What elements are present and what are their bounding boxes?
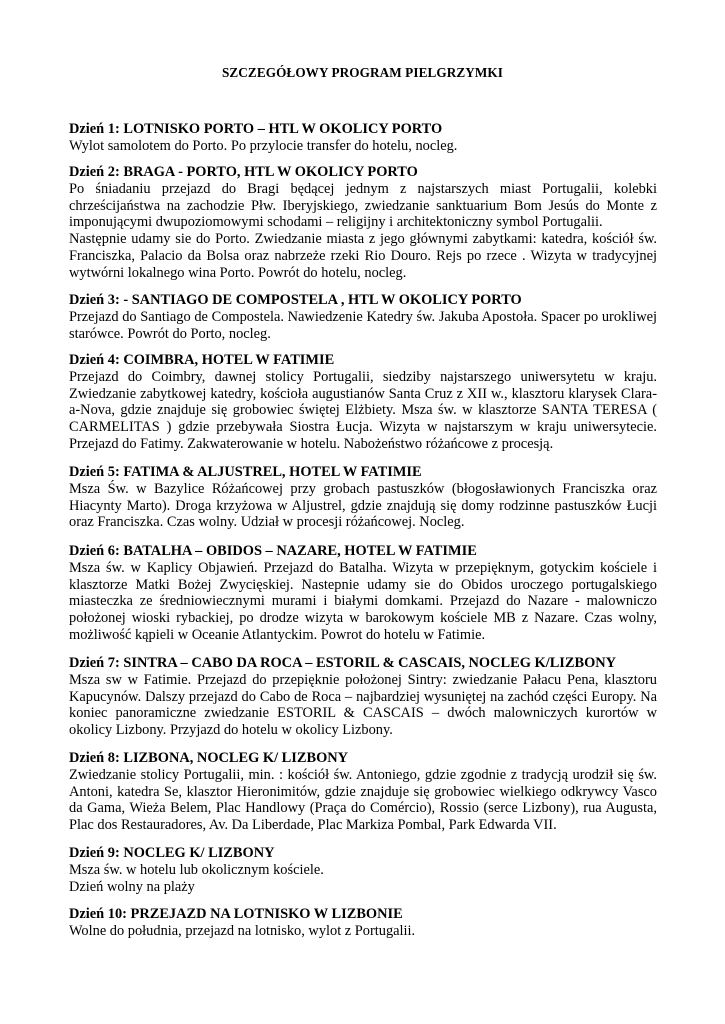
day-8-text: Zwiedzanie stolicy Portugalii, min. : kościół św. Antoniego, gdzie zgodnie z tradycją urodził się św. Antoni, katedra Se, klasztor Hieronimitów, gdzie znajduje się grobowiec wielkiego odkrywcy Vasco da Gama, Wieża Belem, Plac Handlowy (Praça do Comércio), Rossio (serce Lizbony), rua Augusta, Plac dos Restauradores, Av. Da Liberdade, Plac Markiza Pombal, Park Edwarda VII. — [69, 766, 657, 834]
day-1-heading: Dzień 1: LOTNISKO PORTO – HTL W OKOLICY PORTO — [69, 121, 443, 137]
day-3-text: Przejazd do Santiago de Compostela. Nawiedzenie Katedry św. Jakuba Apostoła. Spacer po urokliwej starówce. Powrót do Porto, nocleg. — [69, 308, 657, 342]
day-10-heading: Dzień 10: PRZEJAZD NA LOTNISKO W LIZBONIE — [69, 906, 403, 922]
day-9-text-1: Msza św. w hotelu lub okolicznym kościele. — [69, 861, 324, 878]
day-6-section — [69, 543, 657, 644]
day-6-text: Msza św. w Kaplicy Objawień. Przejazd do Batalha. Wizyta w przepięknym, gotyckim kościele i klasztorze Matki Bożej Zwycięskiej. Nastepnie udamy sie do Obidos uroczego portugalskiego miasteczka ze średniowiecznymi murami i białymi domkami. Przejazd do Nazare - malowniczo położonej wioski rybackiej, po drodze wizyta w barokowym kościele MB z Nazare. Czas wolny, możliwość kąpieli w Oceanie Atlantyckim. Powrot do hotelu w Fatimie. — [69, 559, 657, 643]
day-7-section — [69, 655, 657, 739]
day-2-section — [69, 164, 657, 282]
day-9-heading: Dzień 9: NOCLEG K/ LIZBONY — [69, 845, 275, 861]
day-8-section — [69, 750, 657, 834]
day-5-text: Msza Św. w Bazylice Różańcowej przy grobach pastuszków (błogosławionych Franciszka oraz Hiacynty Marto). Droga krzyżowa w Aljustrel, gdzie znajdują się domy rodzinne pastuszków Łucji oraz Franciszka. Czas wolny. Udział w procesji różańcowej. Nocleg. — [69, 480, 657, 531]
day-9-section — [69, 845, 657, 895]
day-2-heading: Dzień 2: BRAGA - PORTO, HTL W OKOLICY PORTO — [69, 164, 418, 180]
day-7-heading: Dzień 7: SINTRA – CABO DA ROCA – ESTORIL & CASCAIS, NOCLEG K/LIZBONY — [69, 655, 617, 671]
day-5-heading: Dzień 5: FATIMA & ALJUSTREL, HOTEL W FATIMIE — [69, 464, 422, 480]
day-10-text: Wolne do południa, przejazd na lotnisko, wylot z Portugalii. — [69, 922, 416, 939]
day-2-text-1: Po śniadaniu przejazd do Bragi będącej jednym z najstarszych miast Portugalii, kolebki chrześcijaństwa na zachodzie Płw. Iberyjskiego, zwiedzanie sanktuarium Bom Jesús do Monte z imponującymi dwupoziomowymi schodami – religijny i architektoniczny symbol Portugalii. — [69, 180, 657, 231]
day-5-section — [69, 464, 657, 531]
day-9-text-2: Dzień wolny na plaży — [69, 878, 195, 895]
day-2-text-2: Następnie udamy sie do Porto. Zwiedzanie miasta z jego głównymi zabytkami: katedra, kościół św. Franciszka, Palacio da Bolsa oraz nabrzeże rzeki Rio Douro. Rejs po rzece . Wizyta w tradycyjnej wytwórni lokalnego wina Porto. Powrót do hotelu, nocleg. — [69, 231, 657, 281]
day-4-heading: Dzień 4: COIMBRA, HOTEL W FATIMIE — [69, 352, 335, 368]
day-10-section — [69, 906, 657, 940]
day-7-text: Msza sw w Fatimie. Przejazd do przepięknie położonej Sintry: zwiedzanie Pałacu Pena, klasztoru Kapucynów. Dalszy przejazd do Cabo de Roca – najbardziej wysuniętej na zachód części Europy. Na koniec panoramiczne zwiedzanie ESTORIL & CASCAIS – dwóch malowniczych kurortów w okolicy Lizbony. Przyjazd do hotelu w okolicy Lizbony. — [69, 671, 657, 739]
day-3-section — [69, 292, 657, 342]
day-4-section — [69, 352, 657, 453]
page-title: SZCZEGÓŁOWY PROGRAM PIELGRZYMKI — [221, 65, 504, 80]
day-1-text: Wylot samolotem do Porto. Po przylocie transfer do hotelu, nocleg. — [69, 137, 458, 154]
day-6-heading: Dzień 6: BATALHA – OBIDOS – NAZARE, HOTEL W FATIMIE — [69, 543, 477, 559]
day-8-heading: Dzień 8: LIZBONA, NOCLEG K/ LIZBONY — [69, 750, 349, 766]
day-3-heading: Dzień 3: - SANTIAGO DE COMPOSTELA , HTL W OKOLICY PORTO — [69, 292, 522, 308]
day-1-section — [69, 121, 657, 155]
day-4-text: Przejazd do Coimbry, dawnej stolicy Portugalii, siedziby najstarszego uniwersytetu w kraju. Zwiedzanie zabytkowej katedry, kościoła augustianów Santa Cruz z XII w., klasztoru klarysek Clara-a-Nova, gdzie znajduje się grobowiec świętej Elżbiety. Msza św. w klasztorze SANTA TERESA ( CARMELITAS ) gdzie przebywała Siostra Łucja. Wizyta w najstarszym w kraju uniwersytecie. Przejazd do Fatimy. Zakwaterowanie w hotelu. Nabożeństwo różańcowe z procesją. — [69, 368, 657, 452]
